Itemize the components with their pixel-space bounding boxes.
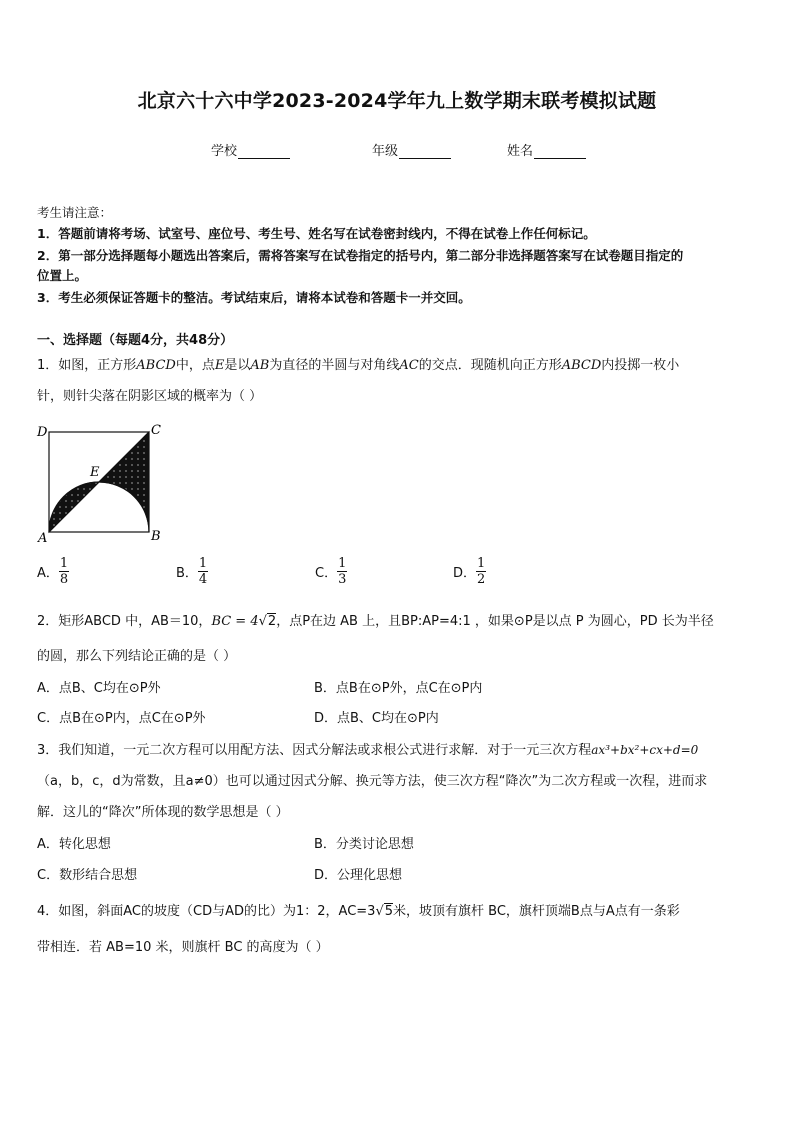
grade-label: 年级 <box>372 144 399 159</box>
grade-field[interactable] <box>372 140 451 159</box>
q3-line-1: 3．我们知道，一元二次方程可以用配方法、因式分解法或求根公式进行求解．对于一元三次方程ax³+bx²+cx+d=0 <box>37 743 699 758</box>
q1-line-1: 1．如图，正方形ABCD中，点E是以AB为直径的半圆与对角线AC的交点．现随机向正方形ABCD内投掷一枚小 <box>37 358 680 373</box>
label-a: A <box>38 531 48 545</box>
grade-blank[interactable] <box>399 145 451 159</box>
q2-line-2: 的圆，那么下列结论正确的是（ ） <box>37 649 237 664</box>
notice-heading: 考生请注意： <box>37 205 113 220</box>
label-d: D <box>37 425 48 440</box>
label-c: C <box>151 423 161 438</box>
q1-option-a[interactable]: A． $\frac{1}{8}$ <box>37 556 69 587</box>
notice-item-3: 3．考生必须保证答题卡的整洁。考试结束后，请将本试卷和答题卡一并交回。 <box>37 290 471 305</box>
q2-option-a[interactable]: A．点B、C均在⊙P外 <box>37 681 161 696</box>
q3-line-2: （a，b，c，d为常数，且a≠0）也可以通过因式分解、换元等方法，使三次方程“降次”为二次方程或一次程，进而求 <box>37 774 708 789</box>
notice-item-2-cont: 位置上。 <box>37 268 88 283</box>
q3-option-d[interactable]: D．公理化思想 <box>314 868 403 883</box>
name-label: 姓名 <box>507 144 534 159</box>
school-field[interactable] <box>211 140 290 159</box>
q3-option-a[interactable]: A．转化思想 <box>37 837 111 852</box>
q2-option-b[interactable]: B．点B在⊙P外，点C在⊙P内 <box>314 681 483 696</box>
school-blank[interactable] <box>238 145 290 159</box>
notice-item-2: 2．第一部分选择题每小题选出答案后，需将答案写在试卷指定的括号内，第二部分非选择题答案写在试卷题目指定的 <box>37 248 684 263</box>
q1-option-b[interactable]: B． $\frac{1}{4}$ <box>176 556 208 587</box>
q3-option-c[interactable]: C．数形结合思想 <box>37 868 138 883</box>
notice-item-1: 1．答题前请将考场、试室号、座位号、考生号、姓名写在试卷密封线内，不得在试卷上作任何标记。 <box>37 226 596 241</box>
q2-line-1: 2．矩形ABCD 中，AB＝10，BC = 4√2，点P在边 AB 上，且BP:AP=4:1 ，如果⊙P是以点 P 为圆心，PD 长为半径 <box>37 614 714 629</box>
q1-line-2: 针，则针尖落在阴影区域的概率为（ ） <box>37 389 263 404</box>
q3-option-b[interactable]: B．分类讨论思想 <box>314 837 414 852</box>
name-field[interactable] <box>507 140 586 159</box>
name-blank[interactable] <box>534 145 586 159</box>
q1-option-d[interactable]: D． $\frac{1}{2}$ <box>453 556 486 587</box>
label-e: E <box>90 465 100 480</box>
q3-line-3: 解．这儿的“降次”所体现的数学思想是（ ） <box>37 805 289 820</box>
page-title: 北京六十六中学2023-2024学年九上数学期末联考模拟试题 <box>137 90 657 112</box>
q2-option-c[interactable]: C．点B在⊙P内，点C在⊙P外 <box>37 711 206 726</box>
q4-line-1: 4．如图，斜面AC的坡度（CD与AD的比）为1：2，AC=3√5米，坡顶有旗杆 BC，旗杆顶端B点与A点有一条彩 <box>37 904 680 919</box>
q1-figure <box>34 420 164 545</box>
q1-option-c[interactable]: C． $\frac{1}{3}$ <box>315 556 347 587</box>
q4-line-2: 带相连．若 AB=10 米，则旗杆 BC 的高度为（ ） <box>37 940 329 955</box>
section-heading: 一、选择题（每题4分，共48分） <box>37 333 234 348</box>
q2-option-d[interactable]: D．点B、C均在⊙P内 <box>314 711 439 726</box>
school-label: 学校 <box>211 144 238 159</box>
label-b: B <box>151 529 161 544</box>
